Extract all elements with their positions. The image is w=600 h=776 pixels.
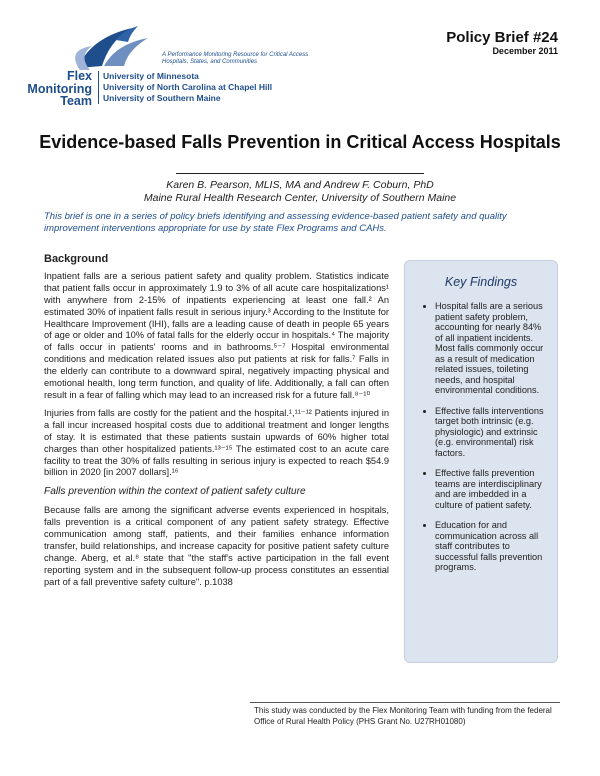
sidebar-title: Key Findings — [444, 275, 518, 289]
logo-tagline: A Performance Monitoring Resource for Critical Access Hospitals, States, and Communities — [162, 52, 309, 65]
university-item: University of Southern Maine — [103, 93, 221, 103]
finding-item: • Effective falls prevention teams are interdisciplinary and are imbedded in a culture of patient safety. — [435, 468, 547, 510]
flex-monitoring-logo-icon — [20, 20, 160, 72]
authors-block — [0, 179, 600, 205]
main-column — [44, 254, 389, 595]
findings-list — [415, 301, 547, 573]
section-heading: Background — [44, 253, 109, 265]
university-item: University of North Carolina at Chapel Hill — [103, 82, 273, 92]
flex-monitoring-wordmark — [22, 70, 92, 108]
finding-item: • Education for and communication across all staff contributes to successful falls prevention programs. — [435, 520, 547, 573]
funding-note: This study was conducted by the Flex Monitoring Team with funding from the federal Office of Rural Health Policy (PHS Grant No. U27RH01080) — [254, 706, 552, 726]
wordmark-line: Team — [60, 94, 92, 108]
document-title: Evidence-based Falls Prevention in Critical Access Hospitals — [39, 132, 561, 152]
key-findings-sidebar — [404, 260, 558, 663]
intro-statement: This brief is one in a series of policy briefs identifying and assessing evidence-based patient safety and quality improvement interventions appropriate for use by state Flex Programs and CAHs. — [44, 211, 507, 234]
footer-divider — [250, 702, 560, 703]
body-paragraph: Because falls are among the significant adverse events experienced in hospitals, falls prevention is a critical component of any patient safety strategy. Effective communication among staff, patients, and their families enhance information transfer, build relationships, and increase capacity for positive patient safety culture change. Aberg, et al.⁸ state that "the staff's active participation in the fall event reporting system and in the subsequent follow-up process constitutes an essential part of a fall preventive safety culture". p.1038 — [44, 505, 389, 587]
body-paragraph: Inpatient falls are a serious patient safety and quality problem. Statistics indicate that patient falls occur in approximately 1.9 to 3% of all acute care hospitalizations¹ with anywhere from 2-15% of inpatients experiencing at least one fall.² An estimated 30% of inpatient falls result in serious injury.³ According to the Institute for Healthcare Improvement (IHI), falls are a leading cause of death in people 65 years of age or older and 10% of fatal falls for the elderly occur in hospitals.⁴ The majority of falls occur in patients' rooms and in bathrooms.⁵⁻⁷ Hospital environmental conditions and medication related issues also put patients at risk for falls.⁷ Falls in the elderly can contribute to a downward spiral, negatively impacting physical and emotional health, long term function, and quality of life. Additionally, a fall can often result in a fear of falling which may lead to an increased risk for a future fall.⁸⁻¹⁰ — [44, 270, 389, 400]
body-paragraph: Injuries from falls are costly for the patient and the hospital.¹,¹¹⁻¹² Patients injured in a fall incur increased hospital costs due to additional treatment and longer lengths of stay. It is estimated that these patients sustain upwards of 60% higher total charges than other hospitalized patients.¹³⁻¹⁵ The estimated cost to an acute care facility to treat the 30% of falls resulting in serious injury is expected to reach $54.9 billion in 2020 [in 2007 dollars].¹⁶ — [44, 407, 389, 478]
finding-item: • Hospital falls are a serious patient safety problem, accounting for nearly 84% of all inpatient incidents. Most falls commonly occur as a result of medication related issues, toileting needs, and hospital environmental conditions. — [435, 301, 547, 396]
subsection-heading: Falls prevention within the context of patient safety culture — [44, 486, 306, 498]
title-divider — [176, 173, 424, 174]
university-item: University of Minnesota — [103, 71, 199, 81]
policy-brief-label: Policy Brief #24 — [446, 29, 558, 46]
wordmark-line: Flex — [66, 69, 92, 83]
university-list — [98, 71, 272, 104]
author-names: Karen B. Pearson, MLIS, MA and Andrew F. Coburn, PhD — [166, 179, 434, 191]
finding-item: • Effective falls interventions target both intrinsic (e.g. physiologic) and extrinsic (e.g. environmental) risk factors. — [435, 406, 547, 459]
wordmark-line: Monitoring — [27, 81, 92, 96]
publication-date: December 2011 — [492, 46, 558, 56]
author-affiliation: Maine Rural Health Research Center, University of Southern Maine — [143, 192, 457, 204]
